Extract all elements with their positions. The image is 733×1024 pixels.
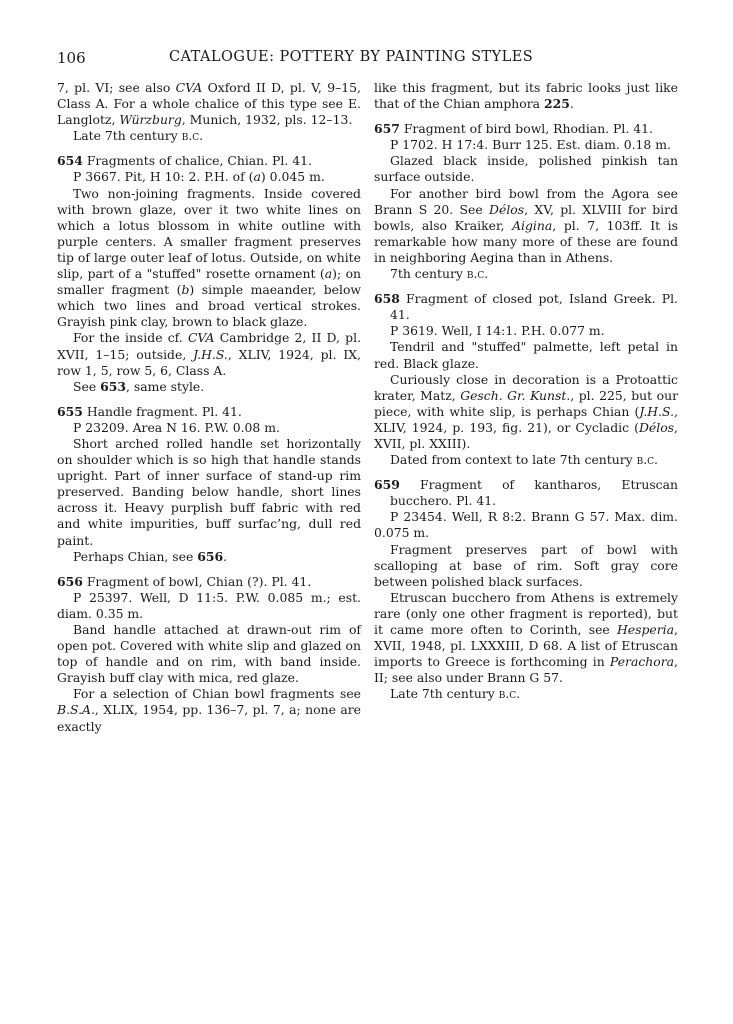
page-header <box>57 49 676 71</box>
description: Short arched rolled handle set horizontally on shoulder which is so high that handle stands upright. Part of inner surface of stand-up rim preserved. Banding below handle, short lines across it. Heavy purplish buff fabric with red and white impurities, buff surfac’ng, dull red paint. <box>57 435 361 548</box>
references: For the inside cf. CVA Cambridge 2, II D, pl. XVII, 1–15; outside, J.H.S., XLIV, 1924, pl. IX, row 1, 5, row 5, 6, Class A. <box>57 330 362 378</box>
continued-paragraph: like this fragment, but its fabric looks just like that of the Chian amphora 225. <box>374 80 678 112</box>
catalogue-entry-658 <box>374 291 678 468</box>
inventory-line: P 1702. H 17:4. Burr 125. Est. diam. 0.18 m. <box>390 137 671 153</box>
entry-title: 658 Fragment of closed pot, Island Greek. Pl. 41. <box>374 291 678 323</box>
page-number: 106 <box>57 49 86 67</box>
references: Curiously close in decoration is a Protoattic krater, Matz, Gesch. Gr. Kunst., pl. 225, but our piece, with white slip, is perhaps Chian (J.H.S., XLIV, 1924, p. 193, fig. 21), or Cycladic (Délos, XVII, pl. XXIII). <box>374 371 678 451</box>
catalogue-entry-657 <box>374 121 678 282</box>
right-column <box>374 80 678 702</box>
catalogue-entry-656 <box>57 574 361 735</box>
inventory-line: P 3619. Well, I 14:1. P.H. 0.077 m. <box>390 323 605 339</box>
references: For a selection of Chian bowl fragments see B.S.A., XLIX, 1954, pp. 136–7, pl. 7, a; none are exactly <box>57 686 361 734</box>
date-line: Late 7th century b.c. <box>390 686 521 702</box>
inventory-line: P 3667. Pit, H 10: 2. P.H. of (a) 0.045 m. <box>73 169 325 185</box>
entry-title: 654 Fragments of chalice, Chian. Pl. 41. <box>57 153 312 169</box>
date-line: Late 7th century b.c. <box>73 128 204 144</box>
running-head: CATALOGUE: POTTERY BY PAINTING STYLES <box>169 49 534 65</box>
description: Band handle attached at drawn-out rim of open pot. Covered with white slip and glazed on top of handle and on rim, with band inside. Grayish buff clay with mica, red glaze. <box>57 622 361 686</box>
catalogue-entry-655 <box>57 404 361 565</box>
note: Perhaps Chian, see 656. <box>73 548 228 564</box>
references: For another bird bowl from the Agora see Brann S 20. See Délos, XV, pl. XLVIII for bird bowls, also Kraiker, Aigina, pl. 7, 103ff. It is remarkable how many more of these are found in neighboring Aegina than in Athens. <box>374 185 678 265</box>
catalogue-entry-654 <box>57 153 361 394</box>
catalogue-entry-659 <box>374 477 678 702</box>
entry-title: 655 Handle fragment. Pl. 41. <box>57 403 242 419</box>
description: Glazed black inside, polished pinkish tan surface outside. <box>374 153 678 185</box>
inventory-line: P 23454. Well, R 8:2. Brann G 57. Max. dim. 0.075 m. <box>374 509 678 541</box>
references: Etruscan bucchero from Athens is extremely rare (only one other fragment is reported), but it came more often to Corinth, see Hesperia, XVII, 1948, pl. LXXXIII, D 68. A list of Etruscan imports to Greece is forthcoming in Perachora, II; see also under Brann G 57. <box>374 589 678 686</box>
see-also: See 653, same style. <box>73 378 205 394</box>
entry-title: 659 Fragment of kantharos, Etruscan bucchero. Pl. 41. <box>374 477 678 509</box>
entry-title: 656 Fragment of bowl, Chian (?). Pl. 41. <box>57 573 312 589</box>
description: Tendril and "stuffed" palmette, left petal in red. Black glaze. <box>374 339 678 371</box>
description: Fragment preserves part of bowl with scalloping at base of rim. Soft gray core between polished black surfaces. <box>374 541 678 589</box>
inventory-line: P 25397. Well, D 11:5. P.W. 0.085 m.; est. diam. 0.35 m. <box>57 589 361 621</box>
entry-title: 657 Fragment of bird bowl, Rhodian. Pl. 41. <box>374 121 653 137</box>
description: Two non-joining fragments. Inside covered with brown glaze, over it two white lines on which a lotus blossom in white outline with purple centers. A smaller fragment preserves tip of large outer leaf of lotus. Outside, on white slip, part of a "stuffed" rosette ornament (a); on smaller fragment (b) simple maeander, below which two lines and broad vertical strokes. Grayish pink clay, brown to black glaze. <box>57 185 362 330</box>
continued-paragraph: 7, pl. VI; see also CVA Oxford II D, pl. V, 9–15, Class A. For a whole chalice of this type see E. Langlotz, Würzburg, Munich, 1932, pls. 12–13. <box>57 80 361 128</box>
left-column <box>57 80 361 735</box>
date-line: 7th century b.c. <box>390 266 489 282</box>
date-line: Dated from context to late 7th century b.c. <box>390 452 658 468</box>
inventory-line: P 23209. Area N 16. P.W. 0.08 m. <box>73 419 280 435</box>
